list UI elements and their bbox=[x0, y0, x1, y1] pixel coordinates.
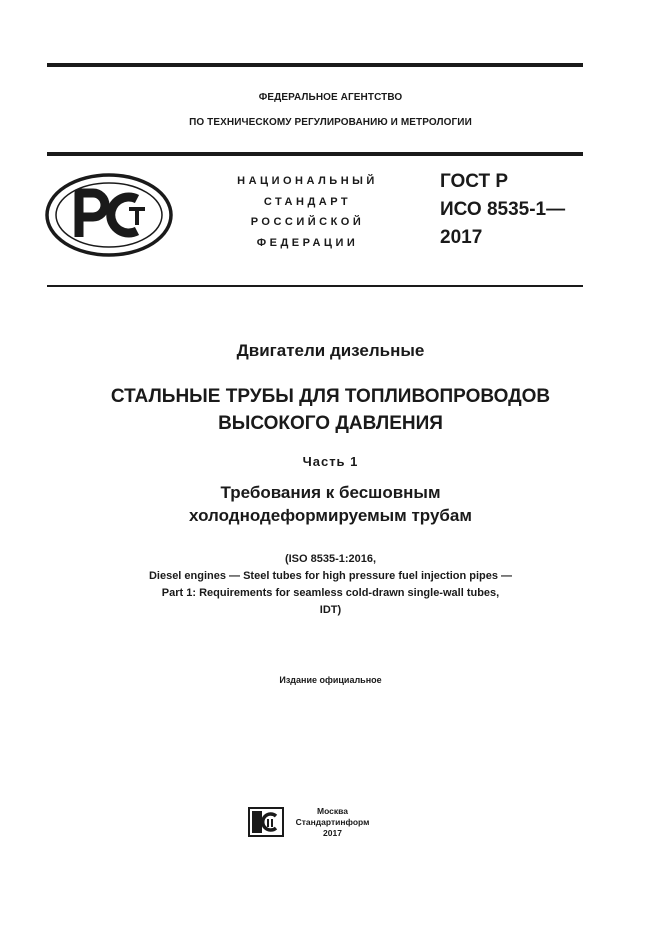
header-rule bbox=[47, 152, 583, 156]
document-subtitle: Двигатели дизельные bbox=[236, 341, 425, 360]
publisher-info bbox=[295, 806, 370, 839]
publisher-year: 2017 bbox=[323, 828, 342, 838]
document-title bbox=[0, 383, 661, 437]
document-title-line-1: СТАЛЬНЫЕ ТРУБЫ ДЛЯ ТОПЛИВОПРОВОДОВ bbox=[110, 386, 551, 407]
iso-reference-line-3: Part 1: Requirements for seamless cold-drawn single-wall tubes, bbox=[161, 587, 500, 599]
national-line: РОССИЙСКОЙ bbox=[250, 216, 365, 228]
standard-code bbox=[440, 168, 565, 252]
part-title-line-1: Требования к бесшовным bbox=[220, 483, 441, 502]
part-title-line-2: холоднодеформируемым трубам bbox=[189, 506, 472, 525]
agency-line-2: ПО ТЕХНИЧЕСКОМУ РЕГУЛИРОВАНИЮ И МЕТРОЛОГИИ bbox=[189, 117, 472, 128]
part-title bbox=[0, 481, 661, 527]
national-standard-block bbox=[215, 171, 400, 253]
publisher-city: Москва bbox=[317, 806, 348, 816]
standard-code-line-1: ГОСТ Р bbox=[440, 171, 509, 192]
national-line: НАЦИОНАЛЬНЫЙ bbox=[237, 175, 378, 187]
publisher-logo-icon bbox=[248, 807, 284, 837]
iso-reference bbox=[0, 551, 661, 619]
document-title-line-2: ВЫСОКОГО ДАВЛЕНИЯ bbox=[218, 413, 443, 434]
national-line: ФЕДЕРАЦИИ bbox=[256, 236, 359, 249]
edition-label: Издание официальное bbox=[279, 675, 382, 685]
national-line: СТАНДАРТ bbox=[263, 195, 352, 208]
top-rule bbox=[47, 63, 583, 67]
agency-line-1: ФЕДЕРАЛЬНОЕ АГЕНТСТВО bbox=[258, 92, 403, 103]
rst-logo-icon bbox=[45, 173, 175, 257]
iso-reference-line-2: Diesel engines — Steel tubes for high pressure fuel injection pipes — bbox=[148, 570, 513, 582]
standard-code-line-2: ИСО 8535-1— bbox=[440, 199, 566, 220]
iso-reference-line-4: IDT) bbox=[319, 604, 342, 616]
section-rule bbox=[47, 285, 583, 287]
part-label: Часть 1 bbox=[302, 454, 359, 469]
iso-reference-line-1: (ISO 8535-1:2016, bbox=[284, 553, 377, 565]
publisher-name: Стандартинформ bbox=[295, 817, 370, 827]
standard-code-line-3: 2017 bbox=[440, 227, 483, 248]
